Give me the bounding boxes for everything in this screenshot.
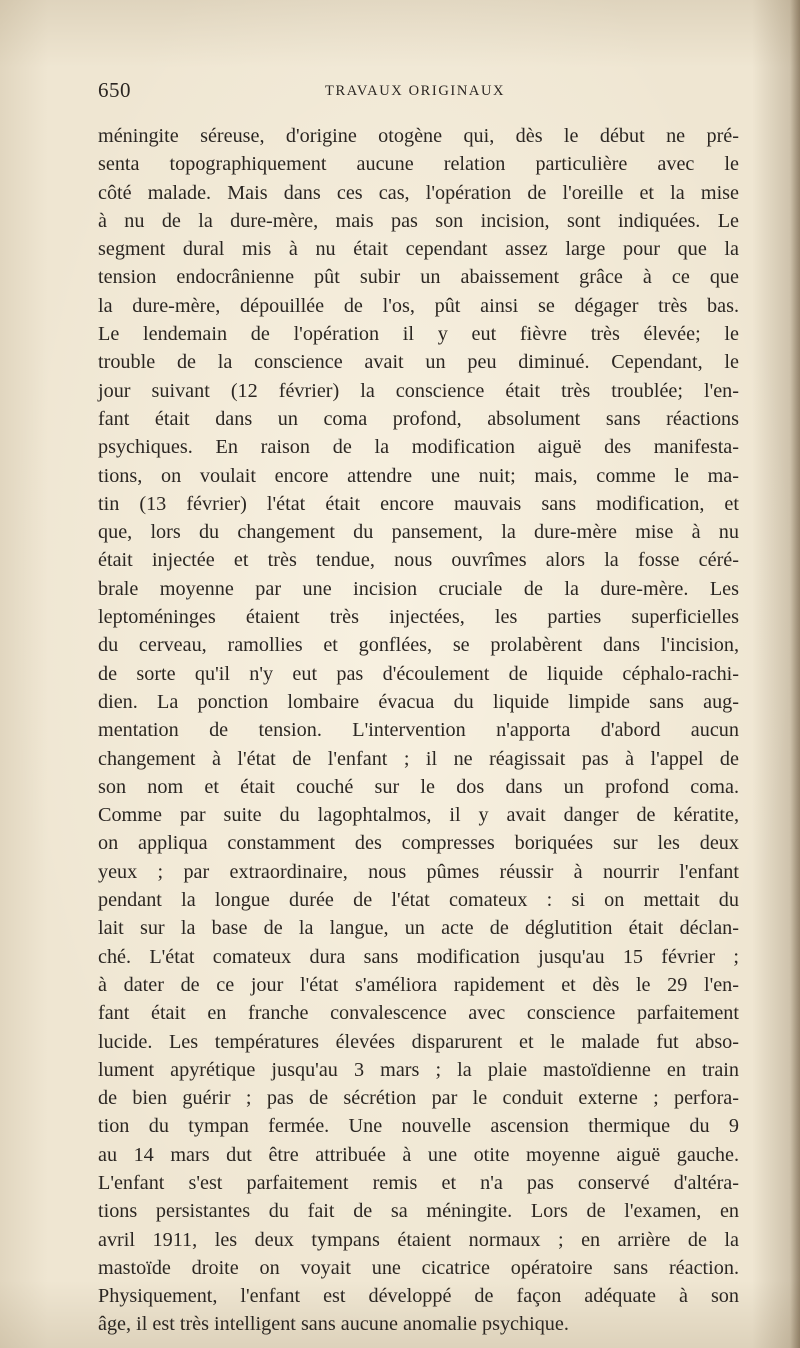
text-line: L'enfant s'est parfaitement remis et n'a pas conservé d'altéra- (98, 1171, 739, 1194)
text-line: tension endocrânienne pût subir un abaissement grâce à ce que (98, 266, 739, 289)
text-line: tions, on voulait encore attendre une nuit; mais, comme le ma- (98, 464, 739, 487)
text-line: dien. La ponction lombaire évacua du liquide limpide sans aug- (98, 690, 739, 713)
text-line: mastoïde droite on voyait une cicatrice opératoire sans réaction. (98, 1256, 739, 1279)
text-line: la dure-mère, dépouillée de l'os, pût ainsi se dégager très bas. (98, 294, 739, 317)
text-line: du cerveau, ramollies et gonflées, se prolabèrent dans l'incision, (98, 634, 739, 657)
text-line: lument apyrétique jusqu'au 3 mars ; la plaie mastoïdienne en train (98, 1058, 739, 1081)
text-line: changement à l'état de l'enfant ; il ne réagissait pas à l'appel de (98, 747, 739, 770)
text-line: âge, il est très intelligent sans aucune anomalie psychique. (98, 1313, 569, 1336)
text-line: Le lendemain de l'opération il y eut fièvre très élevée; le (98, 323, 739, 346)
text-line: on appliqua constamment des compresses boriquées sur les deux (98, 832, 739, 855)
text-line: trouble de la conscience avait un peu diminué. Cependant, le (98, 351, 739, 374)
text-line: fant était dans un coma profond, absolument sans réactions (98, 407, 739, 430)
page-number: 650 (98, 78, 131, 102)
text-line: à dater de ce jour l'état s'améliora rapidement et dès le 29 l'en- (98, 973, 739, 996)
page-edge-shadow (790, 0, 800, 1348)
text-line: méningite séreuse, d'origine otogène qui, dès le début ne pré- (98, 125, 739, 147)
text-line: tions persistantes du fait de sa méningite. Lors de l'examen, en (98, 1200, 739, 1223)
text-line: ché. L'état comateux dura sans modification jusqu'au 15 février ; (98, 945, 739, 968)
page-header (98, 78, 738, 104)
text-line: au 14 mars dut être attribuée à une otite moyenne aiguë gauche. (98, 1143, 739, 1166)
text-line: segment dural mis à nu était cependant assez large pour que la (98, 238, 739, 261)
text-line: jour suivant (12 février) la conscience était très troublée; l'en- (98, 379, 739, 402)
text-line: était injectée et très tendue, nous ouvrîmes alors la fosse céré- (98, 549, 739, 572)
text-line: de sorte qu'il n'y eut pas d'écoulement de liquide céphalo-rachi- (98, 662, 739, 685)
text-line: avril 1911, les deux tympans étaient normaux ; en arrière de la (98, 1228, 739, 1251)
text-line: côté malade. Mais dans ces cas, l'opération de l'oreille et la mise (98, 181, 739, 204)
text-line: de bien guérir ; pas de sécrétion par le conduit externe ; perfora- (98, 1087, 739, 1110)
text-line: brale moyenne par une incision cruciale de la dure-mère. Les (98, 577, 739, 600)
text-line: Physiquement, l'enfant est développé de façon adéquate à son (98, 1285, 739, 1308)
text-line: senta topographiquement aucune relation particulière avec le (98, 153, 739, 176)
text-line: Comme par suite du lagophtalmos, il y avait danger de kératite, (98, 804, 739, 827)
body-text (98, 122, 739, 1339)
text-line: psychiques. En raison de la modification aiguë des manifesta- (98, 436, 739, 459)
text-line: à nu de la dure-mère, mais pas son incision, sont indiquées. Le (98, 209, 739, 232)
text-line: lucide. Les températures élevées disparurent et le malade fut abso- (98, 1030, 739, 1053)
text-line: leptoméninges étaient très injectées, les parties superficielles (98, 606, 739, 629)
text-line: fant était en franche convalescence avec conscience parfaitement (98, 1002, 739, 1025)
text-line: tion du tympan fermée. Une nouvelle ascension thermique du 9 (98, 1115, 739, 1138)
text-line: mentation de tension. L'intervention n'apporta d'abord aucun (98, 719, 739, 742)
running-head: TRAVAUX ORIGINAUX (325, 83, 506, 99)
text-line: son nom et était couché sur le dos dans un profond coma. (98, 775, 739, 798)
text-line: yeux ; par extraordinaire, nous pûmes réussir à nourrir l'enfant (98, 860, 739, 883)
text-line: pendant la longue durée de l'état comateux : si on mettait du (98, 889, 739, 912)
text-line: tin (13 février) l'état était encore mauvais sans modification, et (98, 492, 739, 515)
text-line: que, lors du changement du pansement, la dure-mère mise à nu (98, 521, 739, 544)
text-line: lait sur la base de la langue, un acte de déglutition était déclan- (98, 917, 739, 940)
